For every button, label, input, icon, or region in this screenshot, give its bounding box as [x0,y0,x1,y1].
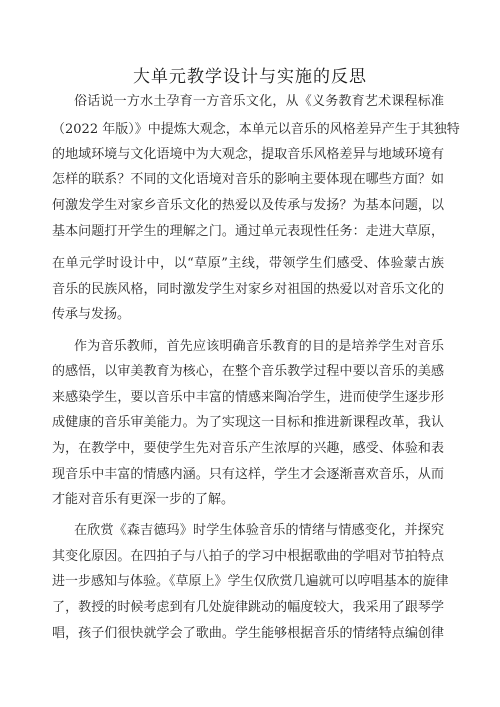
paragraph-line: 才能对音乐有更深一步的了解。 [52,492,235,507]
paragraph-line: 其变化原因。在四拍子与八拍子的学习中根据歌曲的学唱对节拍特点 [52,549,444,564]
paragraph-line: 进一步感知与体验。《草原上》学生仅欣赏几遍就可以哼唱基本的旋律 [52,574,449,589]
paragraph-line: 传承与发扬。 [52,307,131,322]
paragraph-line: 的地域环境与文化语境中为大观念，提取音乐风格差异与地域环境有 [52,147,444,162]
paragraph-line: 唱，孩子们很快就学会了歌曲。学生能够根据音乐的情绪特点编创律 [52,626,444,641]
paragraph-line: 在单元学时设计中，以“草原”主线，带领学生们感受、体验蒙古族 [52,256,444,271]
paragraph-line: 来感染学生，要以音乐中丰富的情感来陶冶学生，进而使学生逐步形 [52,390,444,405]
paragraph-line: 音乐的民族风格，同时激发学生对家乡对祖国的热爱以对音乐文化的 [52,282,444,297]
paragraph-line: （2022 年版）》中提炼大观念，本单元以音乐的风格差异产生于其独特 [52,122,460,137]
paragraph-line: 何激发学生对家乡音乐文化的热爱以及传承与发扬？为基本问题，以 [52,198,444,213]
paragraph-line: 现音乐中丰富的情感内涵。只有这样，学生才会逐渐喜欢音乐，从而 [52,467,444,482]
paragraph-line: 怎样的联系？不同的文化语境对音乐的影响主要体现在哪些方面？如 [52,172,444,187]
paragraph-line: 了，教授的时候考虑到有几处旋律跳动的幅度较大，我采用了跟琴学 [52,600,444,615]
paragraph-line: 作为音乐教师，首先应该明确音乐教育的目的是培养学生对音乐 [74,339,444,354]
paragraph-line: 为，在教学中，要使学生先对音乐产生浓厚的兴趣，感受、体验和表 [52,441,444,456]
paragraph-line: 的感悟，以审美教育为核心，在整个音乐教学过程中要以音乐的美感 [52,364,444,379]
document-title: 大单元教学设计与实施的反思 [133,67,367,87]
paragraph-line: 基本问题打开学生的理解之门。通过单元表现性任务：走进大草原， [52,224,444,239]
paragraph-line: 成健康的音乐审美能力。为了实现这一目标和推进新课程改革，我认 [52,415,444,430]
paragraph-line: 在欣赏《森吉德玛》时学生体验音乐的情绪与情感变化，并探究 [74,523,444,538]
paragraph-line: 俗话说一方水土孕育一方音乐文化，从《义务教育艺术课程标准 [74,94,444,109]
